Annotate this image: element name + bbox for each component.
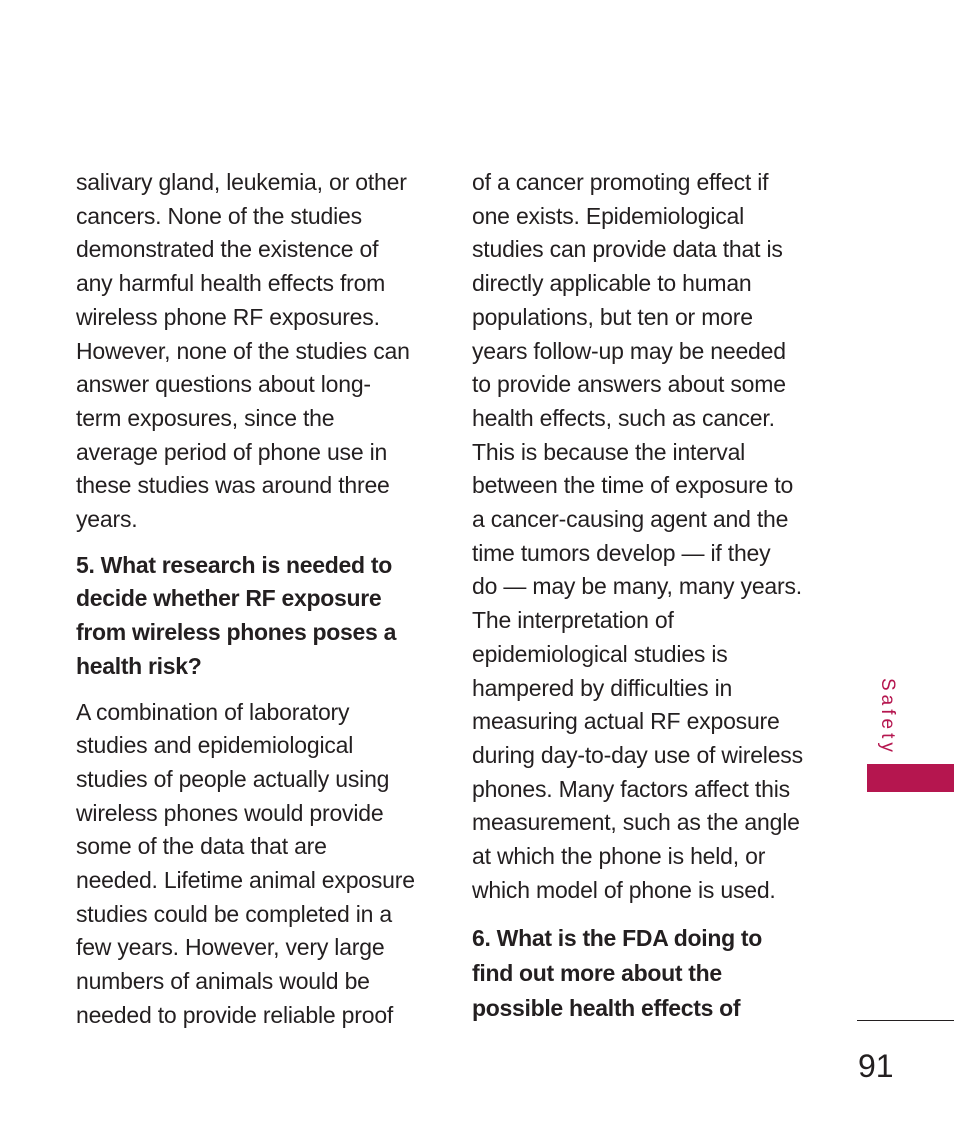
heading-line: find out more about the <box>472 960 722 987</box>
text-line: a cancer-causing agent and the <box>472 506 789 533</box>
text-line: average period of phone use in <box>76 438 388 465</box>
text-line: to provide answers about some <box>472 371 786 398</box>
left-paragraph-2 <box>76 696 431 1033</box>
text-line: few years. However, very large <box>76 934 385 961</box>
heading-line: from wireless phones poses a <box>76 619 397 646</box>
text-line: years follow-up may be needed <box>472 337 786 364</box>
right-column <box>472 166 822 1038</box>
text-line: wireless phones would provide <box>76 799 384 826</box>
text-line: during day-to-day use of wireless <box>472 741 803 768</box>
text-line: studies and epidemiological <box>76 732 354 759</box>
heading-line: 6. What is the FDA doing to <box>472 925 763 952</box>
text-line: one exists. Epidemiological <box>472 202 745 229</box>
text-line: However, none of the studies can <box>76 337 410 364</box>
text-line: demonstrated the existence of <box>76 236 379 263</box>
text-line: cancers. None of the studies <box>76 202 362 229</box>
heading-line: 5. What research is needed to <box>76 551 392 578</box>
text-line: epidemiological studies is <box>472 640 728 667</box>
question-5-heading <box>76 549 431 684</box>
text-line: health effects, such as cancer. <box>472 404 775 431</box>
text-line: studies can provide data that is <box>472 236 783 263</box>
text-line: salivary gland, leukemia, or other <box>76 169 407 195</box>
footer-divider <box>857 1020 954 1021</box>
text-line: needed to provide reliable proof <box>76 1001 394 1028</box>
text-line: directly applicable to human <box>472 270 752 297</box>
text-line: answer questions about long- <box>76 371 371 398</box>
text-line: time tumors develop — if they <box>472 539 771 566</box>
text-line: do — may be many, many years. <box>472 573 802 600</box>
text-line: numbers of animals would be <box>76 968 370 995</box>
text-line: between the time of exposure to <box>472 472 794 499</box>
text-line: years. <box>76 506 138 533</box>
question-6-heading <box>472 921 822 1026</box>
text-line: which model of phone is used. <box>472 876 776 903</box>
page-number: 91 <box>858 1048 894 1084</box>
text-line: This is because the interval <box>472 438 746 465</box>
text-line: wireless phone RF exposures. <box>76 303 380 330</box>
text-line: some of the data that are <box>76 833 327 860</box>
section-tab-label: Safety <box>877 678 898 756</box>
heading-line: possible health effects of <box>472 995 741 1022</box>
heading-line: health risk? <box>76 652 202 679</box>
text-line: studies of people actually using <box>76 765 390 792</box>
text-line: these studies was around three <box>76 472 390 499</box>
text-line: measuring actual RF exposure <box>472 708 780 735</box>
left-paragraph-1 <box>76 166 431 537</box>
text-line: of a cancer promoting effect if <box>472 169 769 195</box>
text-line: term exposures, since the <box>76 404 335 431</box>
text-line: at which the phone is held, or <box>472 843 766 870</box>
text-line: hampered by difficulties in <box>472 674 733 701</box>
text-line: populations, but ten or more <box>472 303 753 330</box>
text-line: phones. Many factors affect this <box>472 775 790 802</box>
text-line: A combination of laboratory <box>76 698 350 725</box>
text-line: measurement, such as the angle <box>472 809 800 836</box>
left-column <box>76 166 431 1033</box>
right-paragraph-1 <box>472 166 822 907</box>
section-tab-marker <box>867 764 954 792</box>
text-line: studies could be completed in a <box>76 900 393 927</box>
heading-line: decide whether RF exposure <box>76 585 382 612</box>
text-line: any harmful health effects from <box>76 270 386 297</box>
text-line: needed. Lifetime animal exposure <box>76 867 415 894</box>
text-line: The interpretation of <box>472 607 674 634</box>
